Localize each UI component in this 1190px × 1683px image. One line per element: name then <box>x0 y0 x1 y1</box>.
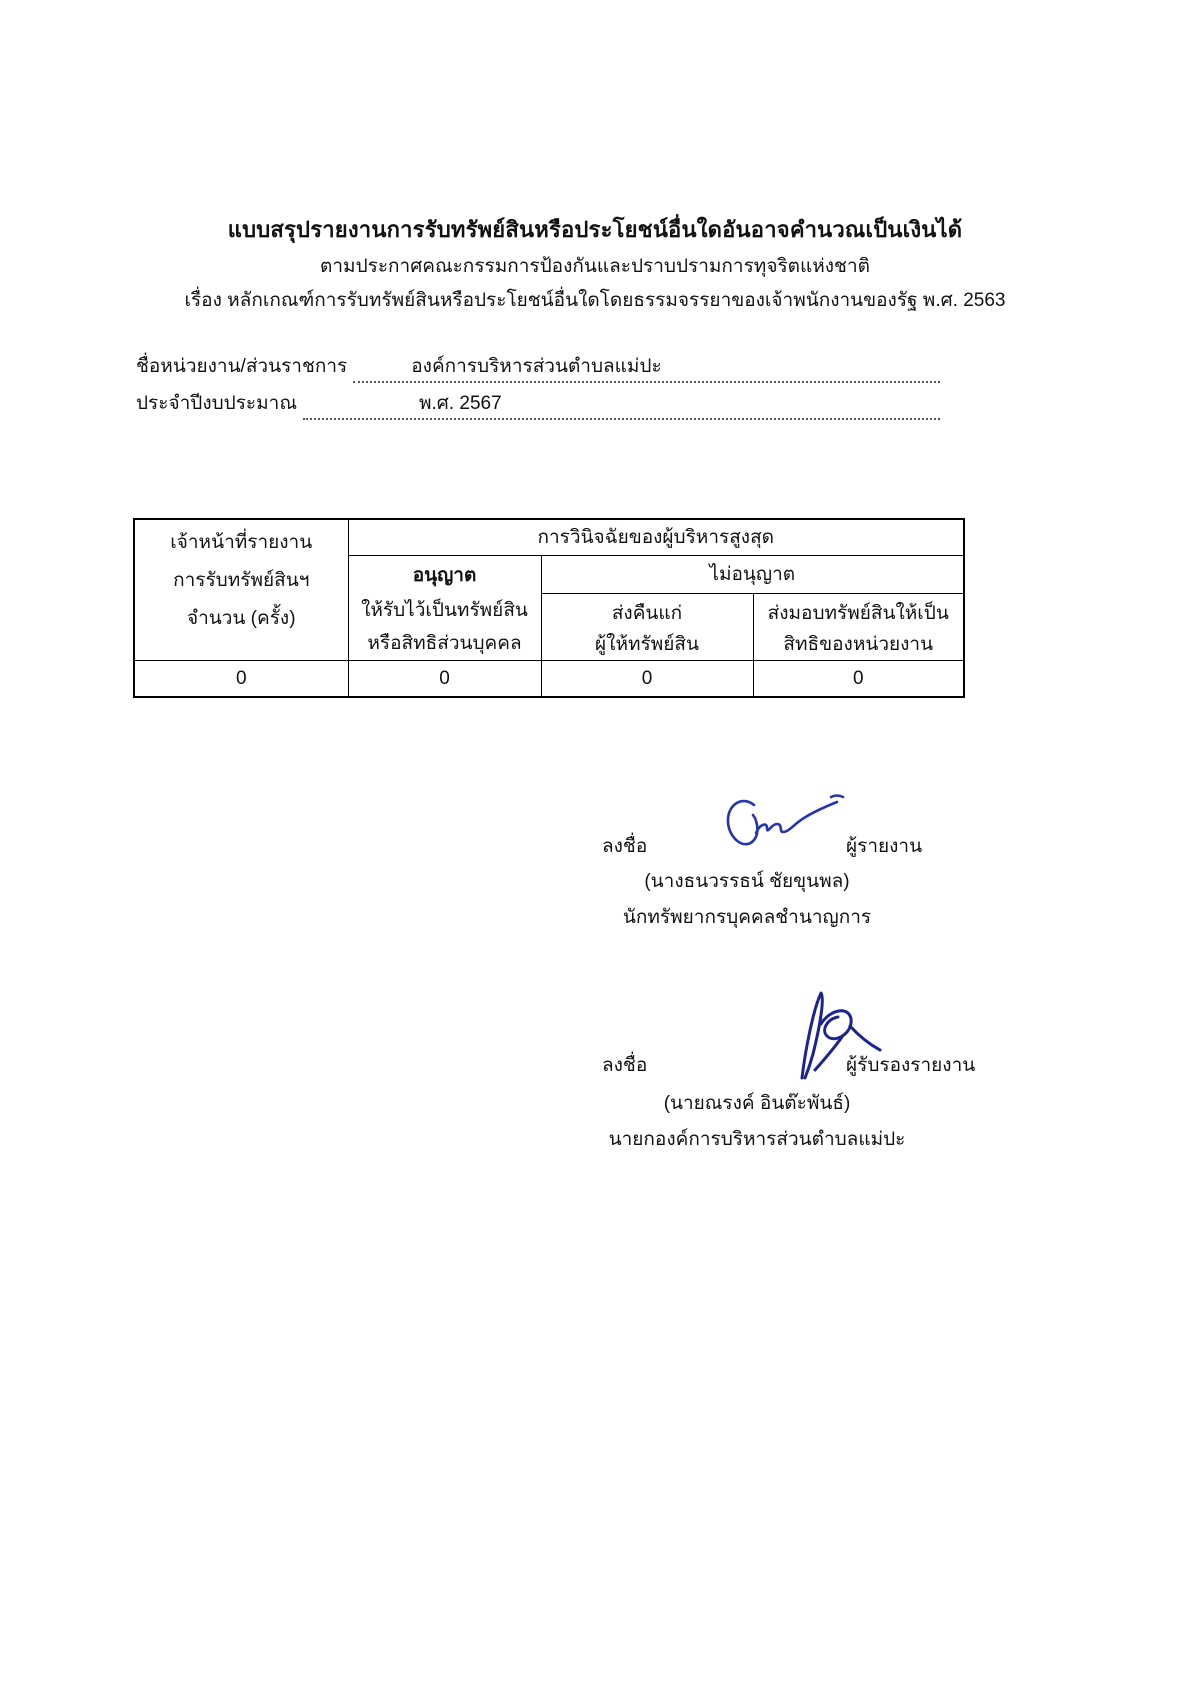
handover-sub-line2: สิทธิของหน่วยงาน <box>783 634 934 655</box>
handover-value-cell: 0 <box>753 661 964 698</box>
fiscal-year-field-label: ประจำปีงบประมาณ <box>136 393 297 414</box>
table-row <box>134 661 964 698</box>
certifier-name: (นายณรงค์ อินต๊ะพันธ์) <box>663 1093 851 1114</box>
certifier-position: นายกองค์การบริหารส่วนตำบลแม่ปะ <box>608 1129 906 1150</box>
report-summary-table <box>133 518 965 698</box>
officer-header-line2: การรับทรัพย์สินฯ <box>173 570 310 591</box>
officer-count-header-cell <box>134 519 348 661</box>
handover-header-cell <box>753 594 964 661</box>
officer-header-line3: จำนวน (ครั้ง) <box>186 608 296 629</box>
count-value-cell: 0 <box>134 661 348 698</box>
allow-value-cell: 0 <box>348 661 541 698</box>
allow-sub-line1: ให้รับไว้เป็นทรัพย์สิน <box>361 600 528 621</box>
decision-header-cell: การวินิจฉัยของผู้บริหารสูงสุด <box>348 519 964 556</box>
fiscal-year-field-value: พ.ศ. 2567 <box>418 393 502 414</box>
return-header-cell <box>541 594 753 661</box>
role-certifier: ผู้รับรองรายงาน <box>846 1055 976 1076</box>
handover-sub-line1: ส่งมอบทรัพย์สินให้เป็น <box>767 603 949 624</box>
agency-field-row <box>136 352 940 383</box>
agency-dotted-line <box>353 350 940 383</box>
allow-header-cell <box>348 556 541 661</box>
return-sub-line2: ผู้ให้ทรัพย์สิน <box>595 634 699 655</box>
return-value-cell: 0 <box>541 661 753 698</box>
return-sub-line1: ส่งคืนแก่ <box>611 603 683 624</box>
reporter-position: นักทรัพยากรบุคคลชำนาญการ <box>622 907 872 928</box>
sign-label-reporter: ลงชื่อ <box>602 836 648 857</box>
officer-header-line1: เจ้าหน้าที่รายงาน <box>170 532 313 553</box>
fiscal-year-dotted-line <box>303 387 940 420</box>
reporter-signature-icon <box>718 793 852 859</box>
allow-header: อนุญาต <box>412 565 477 586</box>
agency-field-value: องค์การบริหารส่วนตำบลแม่ปะ <box>411 356 662 377</box>
fiscal-year-field-row <box>136 389 940 420</box>
sign-label-certifier: ลงชื่อ <box>602 1055 648 1076</box>
document-subtitle-2: เรื่อง หลักเกณฑ์การรับทรัพย์สินหรือประโยชน์อื่นใดโดยธรรมจรรยาของเจ้าพนักงานของรัฐ พ.ศ. 2563 <box>184 290 1006 311</box>
disallow-header-cell: ไม่อนุญาต <box>541 556 964 594</box>
role-reporter: ผู้รายงาน <box>846 836 923 857</box>
document-title: แบบสรุปรายงานการรับทรัพย์สินหรือประโยชน์อื่นใดอันอาจคำนวณเป็นเงินได้ <box>227 217 963 242</box>
allow-sub-line2: หรือสิทธิส่วนบุคคล <box>367 633 522 654</box>
reporter-name: (นางธนวรรธน์ ชัยขุนพล) <box>644 871 850 892</box>
document-subtitle-1: ตามประกาศคณะกรรมการป้องกันและปราบปรามการทุจริตแห่งชาติ <box>320 256 870 277</box>
agency-field-label: ชื่อหน่วยงาน/ส่วนราชการ <box>136 356 348 377</box>
